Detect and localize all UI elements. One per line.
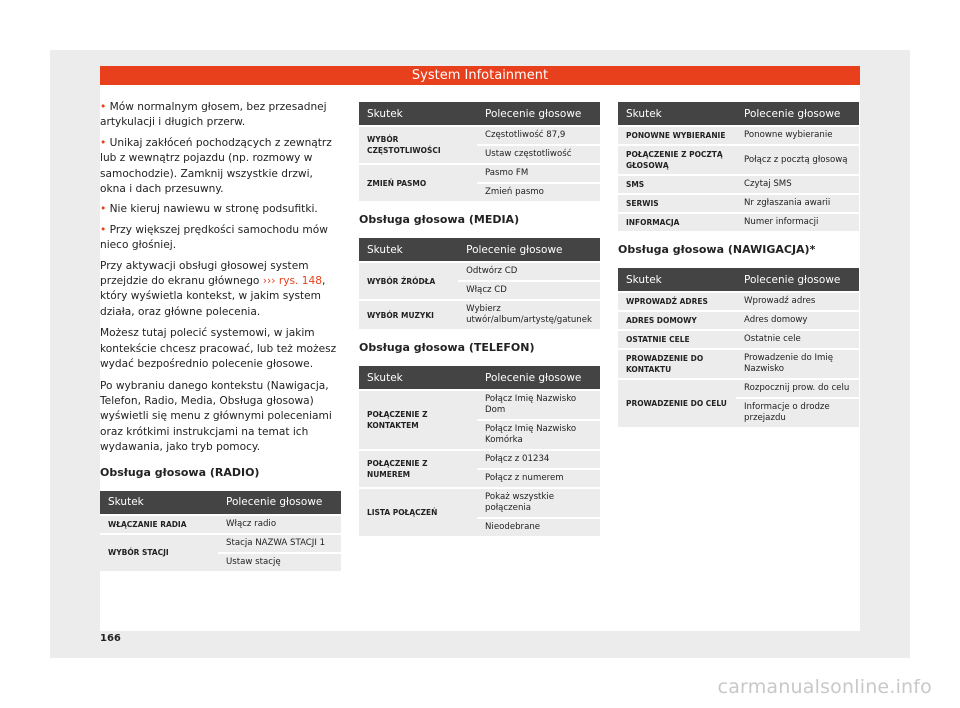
command-cell: Rozpocznij prow. do celu xyxy=(736,380,859,397)
tips-list xyxy=(100,100,341,254)
command-cell: Informacje o drodze przejazdu xyxy=(736,399,859,427)
effect-cell: WYBÓR STACJI xyxy=(100,535,218,571)
command-cell: Połącz Imię Nazwisko Dom xyxy=(477,391,600,419)
table-row xyxy=(618,176,859,193)
command-cell: Wprowadź adres xyxy=(736,293,859,310)
effect-cell: INFORMACJA xyxy=(618,214,736,231)
table-row xyxy=(618,380,859,397)
table-header-row xyxy=(100,491,341,514)
header-effect: Skutek xyxy=(359,238,458,261)
effect-cell: WYBÓR MUZYKI xyxy=(359,301,458,329)
table-telefon-continued xyxy=(618,100,859,233)
command-cell: Stacja NAZWA STACJI 1 xyxy=(218,535,341,552)
tip-item: • Mów normalnym głosem, bez przesadnej artykulacji i długich przerw. xyxy=(100,101,327,129)
command-cell: Czytaj SMS xyxy=(736,176,859,193)
header-command: Polecenie głosowe xyxy=(736,268,859,291)
effect-cell: ADRES DOMOWY xyxy=(618,312,736,329)
tip-item: • Nie kieruj nawiewu w stronę podsufitki. xyxy=(100,203,318,216)
paragraph-activation: Przy aktywacji obsługi głosowej system przejdzie do ekranu głównego ››› rys. 148, który wyświetla kontekst, w jakim system działa, oraz główne polecenia. xyxy=(100,259,326,318)
table-row xyxy=(618,331,859,348)
header-command: Polecenie głosowe xyxy=(218,491,341,514)
header-effect: Skutek xyxy=(618,102,736,125)
command-cell: Numer informacji xyxy=(736,214,859,231)
effect-cell: WYBÓR ŹRÓDŁA xyxy=(359,263,458,299)
table-row xyxy=(359,301,600,329)
section-title-nawigacja: Obsługa głosowa (NAWIGACJA)* xyxy=(618,243,816,256)
effect-cell: PROWADZENIE DO KONTAKTU xyxy=(618,350,736,378)
effect-cell: OSTATNIE CELE xyxy=(618,331,736,348)
effect-cell: SERWIS xyxy=(618,195,736,212)
tip-item: • Unikaj zakłóceń pochodzących z zewnątrz lub z wewnątrz pojazdu (np. rozmowy w samochodzie). Zamknij wszystkie drzwi, okna i dach przesuwny. xyxy=(100,136,332,196)
column-right xyxy=(618,100,859,429)
command-cell: Zmień pasmo xyxy=(477,184,600,201)
command-cell: Ustaw częstotliwość xyxy=(477,146,600,163)
table-header-row xyxy=(618,268,859,291)
paragraph-context: Możesz tutaj polecić systemowi, w jakim kontekście chcesz pracować, lub też możesz wydać bezpośrednio polecenie głosowe. xyxy=(100,327,337,371)
command-cell: Ostatnie cele xyxy=(736,331,859,348)
table-row xyxy=(100,516,341,533)
table-header-row xyxy=(359,102,600,125)
table-telefon xyxy=(359,364,600,538)
table-row xyxy=(618,312,859,329)
bullet-dot-icon: • xyxy=(100,223,107,236)
table-row xyxy=(359,391,600,419)
table-row xyxy=(359,165,600,182)
figure-link[interactable]: ››› rys. 148 xyxy=(262,275,322,288)
bullet-dot-icon: • xyxy=(100,101,107,113)
command-cell: Połącz z 01234 xyxy=(477,451,600,468)
tip-item: • Przy większej prędkości samochodu mów nieco głośniej. xyxy=(100,223,328,252)
section-title-telefon: Obsługa głosowa (TELEFON) xyxy=(359,341,535,354)
table-row xyxy=(618,195,859,212)
section-title-media: Obsługa głosowa (MEDIA) xyxy=(359,213,520,226)
command-cell: Połącz z pocztą głosową xyxy=(736,146,859,174)
command-cell: Włącz CD xyxy=(458,282,600,299)
command-cell: Pokaż wszystkie połączenia xyxy=(477,489,600,517)
effect-cell: LISTA POŁĄCZEŃ xyxy=(359,489,477,536)
header-effect: Skutek xyxy=(618,268,736,291)
table-radio xyxy=(100,489,341,573)
effect-cell: POŁĄCZENIE Z NUMEREM xyxy=(359,451,477,487)
table-media xyxy=(359,236,600,331)
command-cell: Częstotliwość 87,9 xyxy=(477,127,600,144)
effect-cell: PONOWNE WYBIERANIE xyxy=(618,127,736,144)
effect-cell: WŁĄCZANIE RADIA xyxy=(100,516,218,533)
command-cell: Połącz z numerem xyxy=(477,470,600,487)
section-title-radio: Obsługa głosowa (RADIO) xyxy=(100,465,260,479)
effect-cell: SMS xyxy=(618,176,736,193)
command-cell: Nr zgłaszania awarii xyxy=(736,195,859,212)
effect-cell: PROWADZENIE DO CELU xyxy=(618,380,736,427)
header-command: Polecenie głosowe xyxy=(477,102,600,125)
table-row xyxy=(359,451,600,468)
command-cell: Odtwórz CD xyxy=(458,263,600,280)
table-header-row xyxy=(359,238,600,261)
column-left xyxy=(100,100,341,573)
column-middle xyxy=(359,100,600,538)
command-cell: Włącz radio xyxy=(218,516,341,533)
header-effect: Skutek xyxy=(359,102,477,125)
table-nawigacja xyxy=(618,266,859,429)
header-effect: Skutek xyxy=(100,491,218,514)
effect-cell: POŁĄCZENIE Z POCZTĄ GŁOSOWĄ xyxy=(618,146,736,174)
table-row xyxy=(618,146,859,174)
table-frequency xyxy=(359,100,600,203)
page-header: System Infotainment xyxy=(100,66,860,85)
header-command: Polecenie głosowe xyxy=(458,238,600,261)
command-cell: Wybierz utwór/album/artystę/gatunek xyxy=(458,301,600,329)
header-command: Polecenie głosowe xyxy=(736,102,859,125)
effect-cell: POŁĄCZENIE Z KONTAKTEM xyxy=(359,391,477,449)
bullet-dot-icon: • xyxy=(100,136,107,149)
command-cell: Połącz Imię Nazwisko Komórka xyxy=(477,421,600,449)
effect-cell: WYBÓR CZĘSTOTLIWOŚCI xyxy=(359,127,477,163)
command-cell: Ustaw stację xyxy=(218,554,341,571)
effect-cell: WPROWADŹ ADRES xyxy=(618,293,736,310)
command-cell: Pasmo FM xyxy=(477,165,600,182)
table-row xyxy=(359,263,600,280)
command-cell: Adres domowy xyxy=(736,312,859,329)
paragraph-menu: Po wybraniu danego kontekstu (Nawigacja, Telefon, Radio, Media, Obsługa głosowa) wyświetli się menu z głównymi poleceniami oraz krótkimi instrukcjami na temat ich wydawania, jako tryb pomocy. xyxy=(100,379,332,454)
table-row xyxy=(618,214,859,231)
table-row xyxy=(618,350,859,378)
table-header-row xyxy=(359,366,600,389)
table-row xyxy=(618,127,859,144)
command-cell: Ponowne wybieranie xyxy=(736,127,859,144)
page-number: 166 xyxy=(100,633,121,644)
table-row xyxy=(359,127,600,144)
table-row xyxy=(100,535,341,552)
watermark: carmanualsonline.info xyxy=(717,676,932,698)
bullet-dot-icon: • xyxy=(100,203,107,216)
header-effect: Skutek xyxy=(359,366,477,389)
command-cell: Prowadzenie do Imię Nazwisko xyxy=(736,350,859,378)
table-row xyxy=(359,489,600,517)
table-row xyxy=(618,293,859,310)
effect-cell: ZMIEŃ PASMO xyxy=(359,165,477,201)
command-cell: Nieodebrane xyxy=(477,519,600,536)
table-header-row xyxy=(618,102,859,125)
header-command: Polecenie głosowe xyxy=(477,366,600,389)
